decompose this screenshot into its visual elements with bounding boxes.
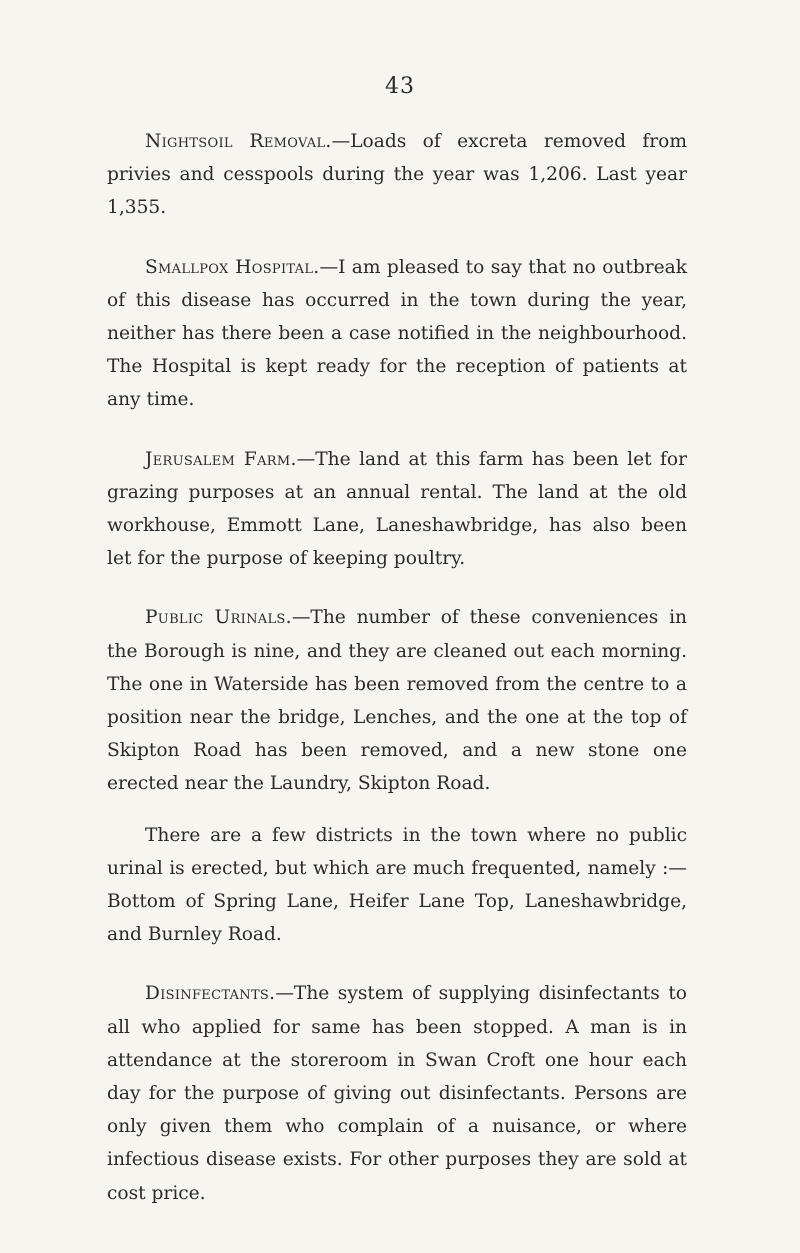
paragraph-heading: Nightsoil Removal.: [145, 131, 332, 152]
paragraph-text: There are a few districts in the town where no public urinal is erected, but which are much frequented, namely :—Bottom of Spring Lane, Heifer Lane Top, Laneshawbridge, and Burnley Road.: [107, 824, 687, 946]
document-body: [107, 125, 687, 1236]
paragraph-text: —Loads of excreta removed from privies and cesspools during the year was 1,206. Last year 1,355.: [107, 131, 687, 219]
paragraph-heading: Disinfectants.: [145, 983, 276, 1005]
paragraph-smallpox-hospital: [107, 251, 687, 417]
paragraph-public-urinals: [107, 601, 687, 800]
paragraph-urinal-districts: [107, 819, 687, 952]
paragraph-text: —The land at this farm has been let for grazing purposes at an annual rental. The land at the old workhouse, Emmott Lane, Laneshawbridge, has also been let for the purpose of keeping poultry.: [107, 448, 688, 570]
paragraph-jerusalem-farm: [107, 443, 687, 576]
paragraph-heading: Smallpox Hospital.: [145, 256, 320, 278]
page-number: 43: [385, 74, 415, 99]
paragraph-text: —The system of supplying disinfectants to all who applied for same has been stopped. A man is in attendance at the storeroom in Swan Croft one hour each day for the purpose of giving out disinfectants. Persons are only given them who complain of a nuisance, or where infectious disease exists. For other purposes they are sold at cost price.: [107, 983, 687, 1204]
paragraph-heading: Jerusalem Farm.: [145, 448, 297, 470]
paragraph-text: —I am pleased to say that no outbreak of this disease has occurred in the town during the year, neither has there been a case notified in the neighbourhood. The Hospital is kept ready for the reception of patients at any time.: [107, 256, 687, 411]
paragraph-text: —The number of these conveniences in the Borough is nine, and they are cleaned out each morning. The one in Waterside has been removed from the centre to a position near the bridge, Lenches, and the one at the top of Skipton Road has been removed, and a new stone one erected near the Laundry, Skipton Road.: [107, 607, 688, 795]
paragraph-heading: Public Urinals.: [145, 607, 292, 629]
paragraph-disinfectants: [107, 977, 687, 1209]
paragraph-nightsoil-removal: [107, 125, 687, 225]
